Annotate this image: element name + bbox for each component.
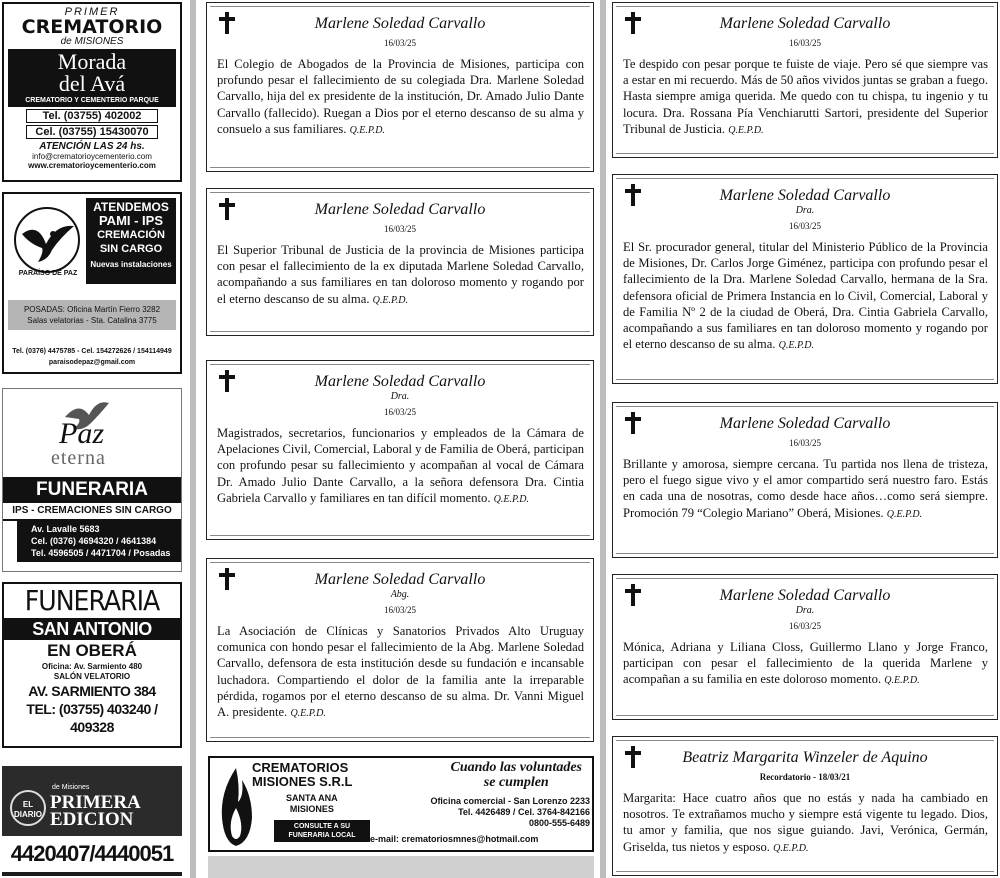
san-antonio-name: SAN ANTONIO — [4, 618, 180, 640]
obituary-date: 16/03/25 — [383, 38, 416, 48]
cross-icon — [623, 411, 643, 435]
edicion-text: EDICION — [50, 809, 134, 830]
banner-company-name — [252, 761, 352, 789]
banner-name-line2: MISIONES S.R.L — [252, 774, 353, 789]
ad-de-misiones: de MISIONES — [60, 36, 124, 47]
obituary-name: Marlene Soledad Carvallo — [719, 187, 891, 204]
obituary-date: 16/03/25 — [383, 605, 416, 615]
salas-velatorias: Salas velatorias - Sta. Catalina 3775 — [27, 316, 157, 325]
obituary-date: 16/03/25 — [788, 221, 821, 231]
cross-icon — [217, 197, 237, 221]
funeraria-heading: FUNERARIA — [3, 477, 181, 503]
banner-location — [286, 793, 338, 815]
cross-icon — [623, 583, 643, 607]
obituary-card — [206, 558, 594, 742]
obituary-message: El Sr. procurador general, titular del Ministerio Público de la Provincia de Misiones, Dr. Carlos Jorge Giménez, participa con profundo pesar el fallecimiento de la Dra. Marlene Soledad Carvallo, hermana de la Sra. defensora oficial de Primera Instancia en lo Civil, Comercial, Laboral y de Familia Nº 2 de la ciudad de Oberá, Dra. Cintia Gabriela Carvallo, acompañando a sus familiares en tan doloroso momento y rogando por el eterno descanso de su alma. — [623, 240, 988, 352]
obituary-text — [613, 232, 997, 354]
obituary-name: Marlene Soledad Carvallo — [314, 15, 486, 32]
banner-name-line1: CREMATORIOS — [252, 760, 349, 775]
obituary-name: Marlene Soledad Carvallo — [314, 373, 486, 390]
crematorio-parque: CREMATORIO Y CEMENTERIO PARQUE — [25, 97, 159, 104]
pami-text: PAMI - IPS — [98, 213, 164, 228]
obituary-date: 16/03/25 — [383, 224, 416, 234]
bottom-grey-strip — [208, 856, 594, 878]
en-obera: EN OBERÁ — [47, 641, 137, 660]
obituary-title: Dra. — [795, 205, 815, 216]
ad-crematorio-title: CREMATORIO — [21, 16, 163, 38]
banner-oficina: Oficina comercial - San Lorenzo 2233 — [430, 796, 590, 806]
obituary-message: Margarita: Hace cuatro años que no estás y nada ha cambiado en nosotros. Te extrañamos mucho y siempre está vigente tu legado. Dios, tu amor y familia, que nos sigue guiando. Javi, Verónica, Germán, Griselda, tus nietos y esposo. — [623, 791, 988, 854]
banner-email: e-mail: crematoriosmnes@hotmail.com — [370, 834, 539, 844]
column-divider — [600, 0, 606, 878]
paraiso-contacts — [4, 346, 180, 368]
obituary-message: Te despido con pesar porque te fuiste de viaje. Pero sé que siempre vas a estar en mi recuerdo. Más de 50 años vividos juntas se graban a fuego. Hasta siempre amiga querida. Me quedo con tu chispa, tu ingenio y tu locura. Dra. Rossana Pía Venchiarutti Sartori, presidente del Superior Tribunal de Justicia. — [623, 57, 988, 136]
cross-icon — [623, 745, 643, 769]
paraiso-de-paz-ad — [2, 192, 182, 374]
banner-consulte-line1: CONSULTE A SU — [293, 823, 351, 830]
funeraria-title: FUNERARIA — [24, 584, 160, 617]
cross-icon — [217, 369, 237, 393]
ad-primer: PRIMER — [64, 6, 120, 18]
san-antonio-ad — [2, 582, 182, 748]
ad-atencion: ATENCIÓN LAS 24 hs. — [39, 141, 145, 152]
obituary-card — [612, 2, 998, 158]
obituary-text — [207, 418, 593, 508]
banner-slogan — [451, 760, 582, 790]
ad-email: info@crematorioycementerio.com — [32, 152, 152, 161]
obituary-title: Dra. — [795, 605, 815, 616]
paz-eterna-ad — [2, 388, 182, 572]
obituary-text — [613, 783, 997, 857]
banner-place-line2: MISIONES — [289, 804, 334, 814]
obituary-card — [612, 736, 998, 876]
paz-tel: Tel. 4596505 / 4471704 / Posadas — [31, 548, 171, 558]
morada-block — [8, 49, 176, 107]
obituary-card — [612, 574, 998, 720]
obituary-message: El Colegio de Abogados de la Provincia de Misiones, participa con profundo pesar el fallecimiento de su colegiada Dra. Marlene Soledad Carvallo, hija del ex presidente de la institución, Dr. Amado Julio Dante Carvallo (fallecido). Ruegan a Dios por el eterno descanso de su alma y consuelo a sus familiares. — [217, 57, 584, 136]
obituary-message: Magistrados, secretarios, funcionarios y empleados de la Cámara de Apelaciones Civil, Comercial, Laboral y de Familia de Oberá, participan con profundo pesar su fallecimiento y acompañan al vocal de Cámara Dr. Amado Julio Dante Carvallo, a la señora defensora Dra. Cintia Gabriela Carvallo y familiares en tan difícil momento. — [217, 426, 584, 505]
el-diario-badge: EL DIARIO — [10, 790, 46, 826]
paraiso-phones: Tel. (0376) 4475785 - Cel. 154272626 / 154114949 — [12, 348, 172, 355]
obituary-name: Marlene Soledad Carvallo — [314, 201, 486, 218]
obituary-name: Marlene Soledad Carvallo — [719, 15, 891, 32]
primera-edicion-ad — [2, 766, 182, 876]
paraiso-address — [8, 300, 176, 330]
morada-line2: del Avá — [58, 71, 126, 96]
obituary-date: 16/03/25 — [788, 621, 821, 631]
qepd-text: Q.E.P.D. — [493, 493, 530, 505]
salon-velatorio: SALÓN VELATORIO — [53, 672, 131, 681]
qepd-text: Q.E.P.D. — [886, 508, 923, 520]
qepd-text: Q.E.P.D. — [349, 124, 385, 136]
ips-text: IPS - CREMACIONES SIN CARGO — [3, 503, 181, 521]
column-divider — [190, 0, 196, 878]
obituary-name: Marlene Soledad Carvallo — [719, 587, 891, 604]
cross-icon — [623, 11, 643, 35]
obituary-card — [206, 188, 594, 336]
cross-icon — [217, 567, 237, 591]
obituary-date: 16/03/25 — [788, 38, 821, 48]
crematorios-misiones-banner — [208, 756, 594, 852]
ad-cel: Cel. (03755) 15430070 — [26, 125, 158, 139]
left-ads-column — [0, 0, 184, 878]
paz-text: Paz — [59, 417, 104, 450]
obituary-card — [206, 2, 594, 172]
obituary-card — [206, 360, 594, 540]
cross-icon — [217, 11, 237, 35]
obituary-text — [207, 49, 593, 139]
ad-tel: Tel. (03755) 402002 — [26, 109, 158, 123]
cross-icon — [623, 183, 643, 207]
paraiso-email: paraisodepaz@gmail.com — [48, 359, 136, 366]
obituary-card — [612, 402, 998, 558]
obituary-name: Marlene Soledad Carvallo — [719, 415, 891, 432]
obituary-name: Beatriz Margarita Winzeler de Aquino — [682, 749, 928, 766]
atendemos-text: ATENDEMOS — [93, 200, 169, 214]
paz-eterna-contacts — [17, 521, 181, 562]
cremacion-text: CREMACIÓN — [97, 229, 165, 241]
eterna-text: eterna — [51, 447, 106, 469]
obituary-text — [207, 616, 593, 722]
paz-eterna-logo — [3, 389, 181, 477]
obituary-text — [613, 632, 997, 690]
banner-consulte — [274, 820, 370, 842]
obituary-card — [612, 174, 998, 384]
san-antonio-address: AV. SARMIENTO 384 — [28, 683, 156, 699]
qepd-text: Q.E.P.D. — [778, 340, 814, 352]
crematorio-ad — [2, 2, 182, 182]
paraiso-logo-label: PARAÍSO DE PAZ — [18, 270, 78, 277]
banner-slogan-line2: se cumplen — [483, 775, 549, 790]
primera-edicion-logo — [2, 766, 182, 836]
posadas-office: POSADAS: Oficina Martín Fierro 3282 — [23, 305, 161, 314]
banner-tel: Tel. 4426489 / Cel. 3764-842166 — [458, 807, 590, 817]
obituary-message: La Asociación de Clínicas y Sanatorios Privados Alto Uruguay comunica con hondo pesar el fallecimiento de la Abg. Marlene Soledad Carvallo, defensora de esta institución desde su fundación e incansable luchadora. Compartiendo el dolor de la familia ante la irreparable pérdida, rogamos por el eterno descanso de su alma. Dr. Vanni Miguel A. presidente. — [217, 624, 584, 720]
paraiso-services — [86, 198, 176, 284]
obituary-text — [207, 235, 593, 309]
banner-consulte-line2: FUNERARIA LOCAL — [288, 832, 356, 839]
obituary-date: 16/03/25 — [383, 407, 416, 417]
san-antonio-oficina: Oficina: Av. Sarmiento 480 — [41, 662, 143, 671]
banner-place-line1: SANTA ANA — [286, 793, 338, 803]
san-antonio-tel: TEL: (03755) 403240 / 409328 — [26, 701, 158, 735]
obituary-message: El Superior Tribunal de Justicia de la provincia de Misiones participa con pesar el fallecimiento de la ex diputada Marlene Soledad Carvallo, acompañando a sus familiares en tan doloroso momento y rogando por el eterno descanso de su alma. — [217, 243, 584, 306]
obituary-title: Dra. — [390, 391, 410, 402]
banner-free-phone: 0800-555-6489 — [528, 818, 590, 828]
qepd-text: Q.E.P.D. — [773, 842, 809, 854]
qepd-text: Q.E.P.D. — [372, 294, 408, 306]
primera-text: PRIMERA — [50, 792, 141, 813]
obituary-name: Marlene Soledad Carvallo — [314, 571, 486, 588]
qepd-text: Q.E.P.D. — [728, 124, 764, 136]
obituary-date: Recordatorio - 18/03/21 — [759, 772, 851, 782]
de-misiones-text: de Misiones — [52, 784, 90, 791]
obituary-text — [613, 49, 997, 139]
nuevas-text: Nuevas instalaciones — [90, 260, 172, 269]
primera-edicion-phones: 4420407/4440051 — [2, 836, 182, 872]
obituary-message: Brillante y amorosa, siempre cercana. Tu partida nos llena de tristeza, pero el fuego sigue vivo y el amor compartido será nuestro faro. Estás en cada una de nosotras, como desde hace años…como será siempre. Promoción 79 “Colegio Mariano” Oberá, Misiones. — [623, 457, 988, 520]
banner-slogan-line1: Cuando las voluntades — [450, 760, 582, 775]
primera-edicion-title — [50, 794, 141, 828]
qepd-text: Q.E.P.D. — [884, 675, 920, 687]
ad-web: www.crematorioycementerio.com — [28, 161, 156, 170]
obituary-date: 16/03/25 — [788, 438, 821, 448]
morada-line1: Morada — [57, 49, 127, 74]
sin-cargo-text: SIN CARGO — [99, 243, 163, 255]
paz-address: Av. Lavalle 5683 — [31, 524, 100, 534]
paz-cel: Cel. (0376) 4694320 / 4641384 — [31, 536, 157, 546]
qepd-text: Q.E.P.D. — [290, 708, 326, 720]
banner-contacts — [376, 796, 590, 829]
obituary-title: Abg. — [390, 589, 410, 600]
obituary-message: Mónica, Adriana y Liliana Closs, Guillermo Llano y Jorge Franco, participan con pesar el fallecimiento de la querida Marlene y acompañan a su familia en este doloroso momento. — [623, 640, 988, 687]
obituary-text — [613, 449, 997, 523]
